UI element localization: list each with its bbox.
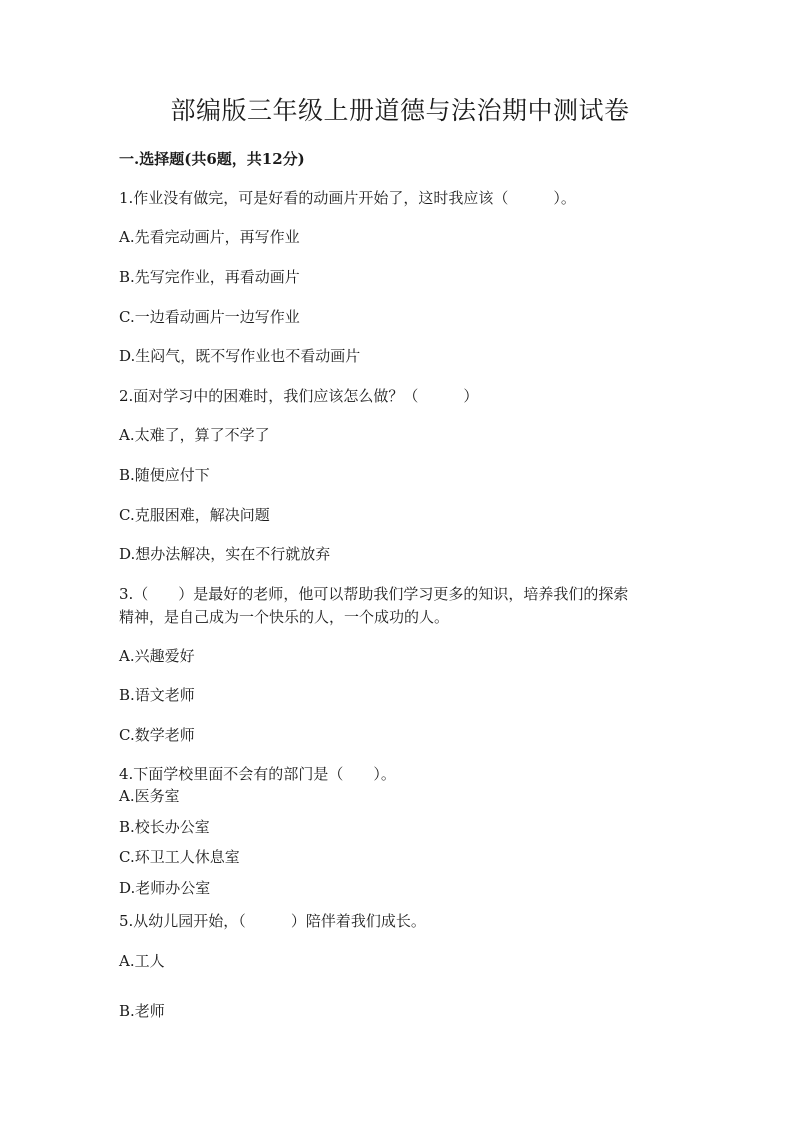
question-1-stem: 1.作业没有做完，可是好看的动画片开始了，这时我应该（ ）。 [119, 189, 576, 207]
question-3-option-a: A.兴趣爱好 [119, 647, 195, 665]
question-1-option-a: A.先看完动画片，再写作业 [119, 228, 300, 246]
question-2-option-b: B.随便应付下 [119, 466, 210, 484]
question-1-option-b: B.先写完作业，再看动画片 [119, 268, 300, 286]
question-4-option-d: D.老师办公室 [119, 879, 211, 897]
question-5-option-a: A.工人 [119, 952, 165, 970]
question-3-option-c: C.数学老师 [119, 726, 195, 744]
question-3-stem-line-2: 精神，是自己成为一个快乐的人，一个成功的人。 [119, 608, 450, 626]
question-4-option-a: A.医务室 [119, 787, 180, 805]
question-4-stem: 4.下面学校里面不会有的部门是（ ）。 [119, 765, 396, 783]
question-2-option-a: A.太难了，算了不学了 [119, 426, 270, 444]
question-1-option-c: C.一边看动画片一边写作业 [119, 308, 300, 326]
question-4-option-b: B.校长办公室 [119, 818, 210, 836]
question-5-option-b: B.老师 [119, 1002, 165, 1020]
question-2-option-c: C.克服困难，解决问题 [119, 506, 270, 524]
section-heading: 一.选择题(共6题，共12分) [119, 150, 305, 168]
question-1-option-d: D.生闷气，既不写作业也不看动画片 [119, 347, 361, 365]
question-3-stem-line-1: 3.（ ）是最好的老师，他可以帮助我们学习更多的知识，培养我们的探索 [119, 585, 629, 603]
question-5-stem: 5.从幼儿园开始，（ ）陪伴着我们成长。 [119, 912, 426, 930]
question-2-stem: 2.面对学习中的困难时，我们应该怎么做？（ ） [119, 387, 479, 405]
question-2-option-d: D.想办法解决，实在不行就放弃 [119, 545, 331, 563]
question-3-option-b: B.语文老师 [119, 686, 195, 704]
exam-title: 部编版三年级上册道德与法治期中测试卷 [170, 96, 630, 125]
question-4-option-c: C.环卫工人休息室 [119, 848, 240, 866]
